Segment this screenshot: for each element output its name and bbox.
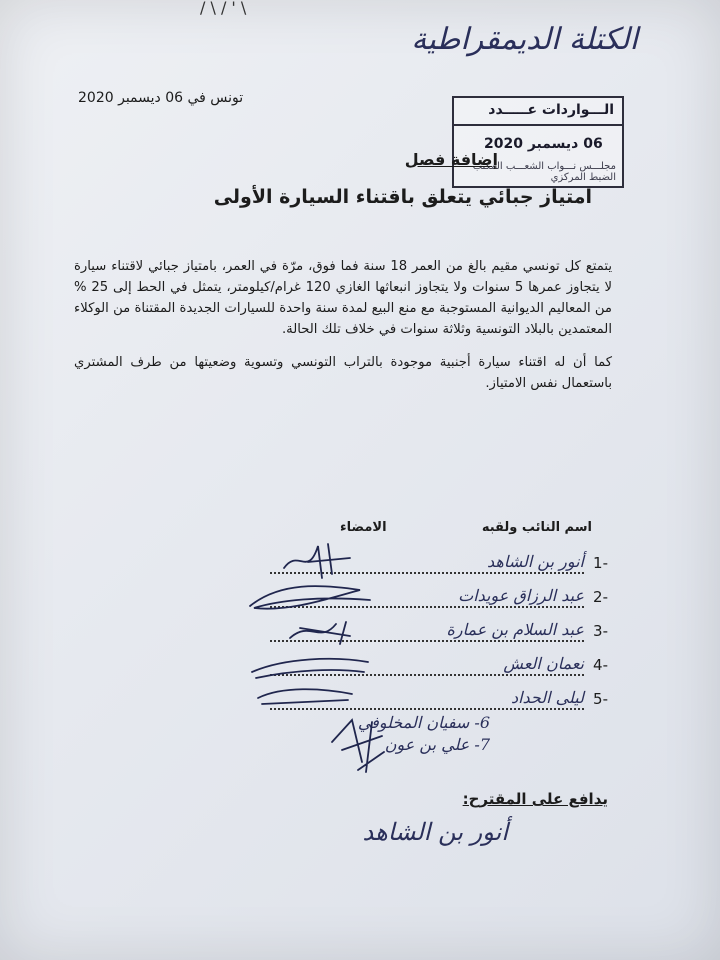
registration-stamp: [452, 96, 624, 188]
signature-2-image: [240, 578, 380, 618]
corner-handwritten-mark: / \ / ' \: [200, 0, 247, 17]
signatory-number: 3-: [593, 622, 608, 640]
defender-name: أنور بن الشاهد: [362, 818, 508, 846]
column-header-name: اسم النائب ولقبه: [481, 520, 592, 535]
body-paragraph-1: يتمتع كل تونسي مقيم بالغ من العمر 18 سنة فما فوق، مرّة في العمر، بامتياز جبائي لاقتناء سيارة لا يتجاوز عمرها 5 سنوات ولا يتجاوز انبعاثها الغازي 120 غرام/كيلومتر، يتمثل في الحط إلى 25 % من المعاليم الديوانية المستوجبة مع منع البيع لمدة سنة واحدة للسيارات الجديدة المقتناة من الوكلاء المعتمدين بالبلاد التونسية وثلاثة سنوات في خلاف تلك الحالة.: [74, 259, 612, 337]
document-subheading: امتياز جبائي يتعلق باقتناء السيارة الأولى: [213, 186, 592, 208]
signature-5-image: [252, 682, 362, 712]
signatory-number: 4-: [593, 656, 608, 674]
signatory-name: نعمان العش: [503, 654, 584, 673]
signature-6-7-image: [322, 712, 402, 782]
signatory-name: عبد السلام بن عمارة: [446, 620, 584, 639]
date-line: تونس في 06 ديسمبر 2020: [78, 90, 244, 106]
signature-1-image: [278, 538, 358, 582]
stamp-title: الـــواردات عـــــدد: [488, 102, 614, 118]
signatory-name: عبد الرزاق عويدات: [458, 586, 584, 605]
party-name: الكتلة الديمقراطية: [411, 22, 638, 57]
stamp-divider: [454, 124, 622, 126]
stamp-footer: مجلـــس نـــواب الشعـــب المكتب الضبط المركزي: [472, 161, 616, 183]
column-header-signature: الامضاء: [340, 520, 387, 535]
stamp-date: 06 دیسمبر 2020: [484, 136, 603, 152]
signature-4-image: [244, 648, 374, 684]
signatory-number: 1-: [593, 554, 608, 572]
signatory-name: ليلى الحداد: [510, 688, 584, 707]
signature-3-image: [280, 614, 370, 650]
extra-signatory-6: 6- سفيان المخلوفي: [357, 713, 490, 732]
body-paragraph-2: كما أن له اقتناء سيارة أجنبية موجودة بالتراب التونسي وتسوية وضعيتها من طرف المشتري باستعمال نفس الامتياز.: [74, 355, 612, 391]
signatory-name: أنور بن الشاهد: [487, 552, 584, 571]
defender-label: يدافع على المقترح:: [462, 790, 608, 808]
extra-signatory-7: 7- علي بن عون: [384, 735, 490, 754]
signatory-number: 5-: [593, 690, 608, 708]
document-heading: إضافة فصل: [404, 150, 498, 169]
signatory-number: 2-: [593, 588, 608, 606]
